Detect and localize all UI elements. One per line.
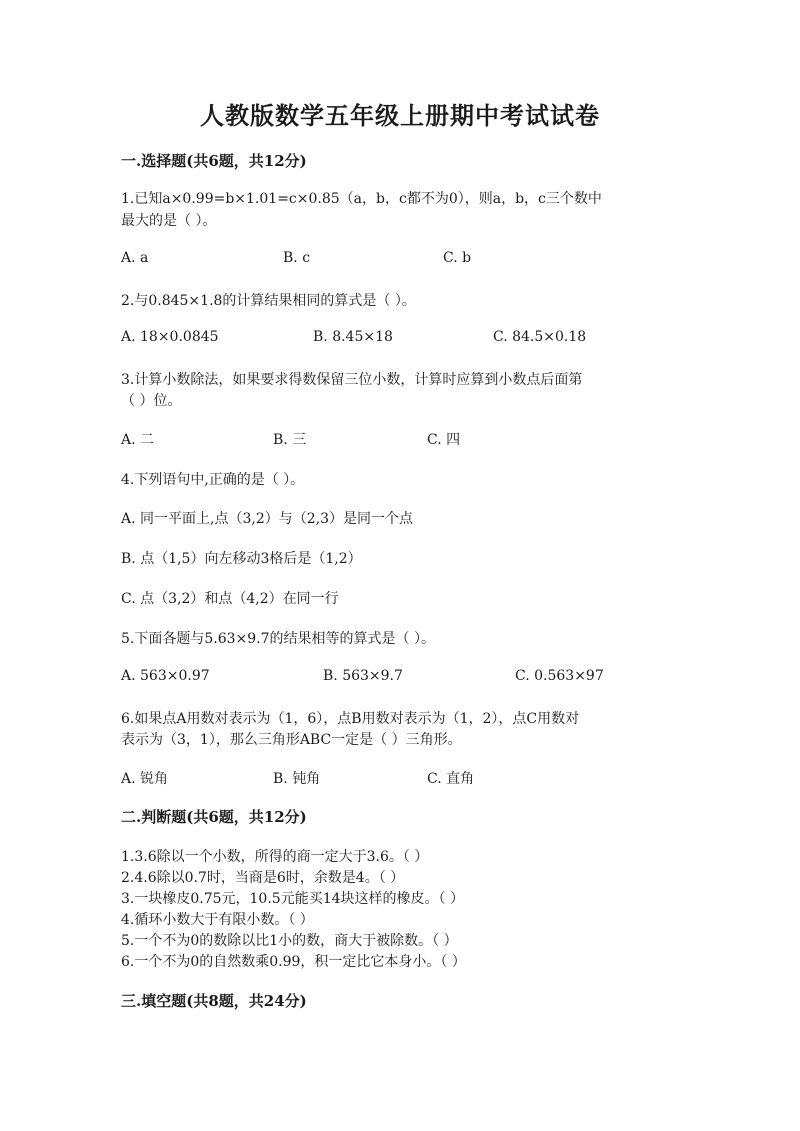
question-1-option-c: C. b [443, 250, 472, 266]
question-4-line-1: 4.下列语句中,正确的是（ ）。 [121, 472, 305, 488]
question-2-option-c: C. 84.5×0.18 [493, 329, 587, 345]
question-1-line-1: 1.已知a×0.99=b×1.01=c×0.85（a，b，c都不为0），则a，b，c三个数中 [121, 191, 602, 207]
question-6-option-b: B. 钝角 [273, 771, 321, 787]
question-6-line-2: 表示为（3，1），那么三角形ABC一定是（ ）三角形。 [121, 732, 462, 748]
judgement-item-2: 2.4.6除以0.7时，当商是6时，余数是4。（ ） [121, 870, 405, 886]
question-6-option-c: C. 直角 [427, 771, 475, 787]
question-4-option-c: C. 点（3,2）和点（4,2）在同一行 [121, 591, 339, 607]
question-6-option-a: A. 锐角 [121, 771, 169, 787]
question-4-option-b: B. 点（1,5）向左移动3格后是（1,2） [121, 551, 362, 567]
judgement-item-6: 6.一个不为0的自然数乘0.99，积一定比它本身小。（ ） [121, 954, 466, 970]
section-heading-choice: 一.选择题(共6题，共12分) [121, 152, 307, 170]
section-heading-fill-in: 三.填空题(共8题，共24分) [121, 992, 307, 1010]
question-1-option-a: A. a [121, 250, 149, 266]
question-5-option-b: B. 563×9.7 [323, 668, 403, 684]
page-title: 人教版数学五年级上册期中考试试卷 [200, 101, 600, 130]
judgement-item-3: 3.一块橡皮0.75元，10.5元能买14块这样的橡皮。（ ） [121, 891, 464, 907]
question-1-line-2: 最大的是（ ）。 [121, 213, 217, 229]
question-3-line-2: （ ）位。 [121, 393, 182, 409]
question-6-line-1: 6.如果点A用数对表示为（1，6），点B用数对表示为（1，2），点C用数对 [121, 711, 580, 727]
judgement-item-4: 4.循环小数大于有限小数。（ ） [121, 912, 314, 928]
question-5-line-1: 5.下面各题与5.63×9.7的结果相等的算式是（ ）。 [121, 631, 435, 647]
question-4-option-a: A. 同一平面上,点（3,2）与（2,3）是同一个点 [121, 511, 413, 527]
question-3-line-1: 3.计算小数除法，如果要求得数保留三位小数，计算时应算到小数点后面第 [121, 372, 583, 388]
question-3-option-c: C. 四 [427, 432, 461, 448]
question-5-option-a: A. 563×0.97 [121, 668, 210, 684]
question-5-option-c: C. 0.563×97 [515, 668, 604, 684]
judgement-item-1: 1.3.6除以一个小数，所得的商一定大于3.6。（ ） [121, 849, 429, 865]
question-2-option-b: B. 8.45×18 [313, 329, 393, 345]
question-1-option-b: B. c [283, 250, 311, 266]
question-2-line-1: 2.与0.845×1.8的计算结果相同的算式是（ ）。 [121, 293, 416, 309]
judgement-item-5: 5.一个不为0的数除以比1小的数，商大于被除数。（ ） [121, 933, 458, 949]
question-2-option-a: A. 18×0.0845 [121, 329, 219, 345]
question-3-option-b: B. 三 [273, 432, 307, 448]
question-3-option-a: A. 二 [121, 432, 155, 448]
section-heading-judgement: 二.判断题(共6题，共12分) [121, 808, 307, 826]
